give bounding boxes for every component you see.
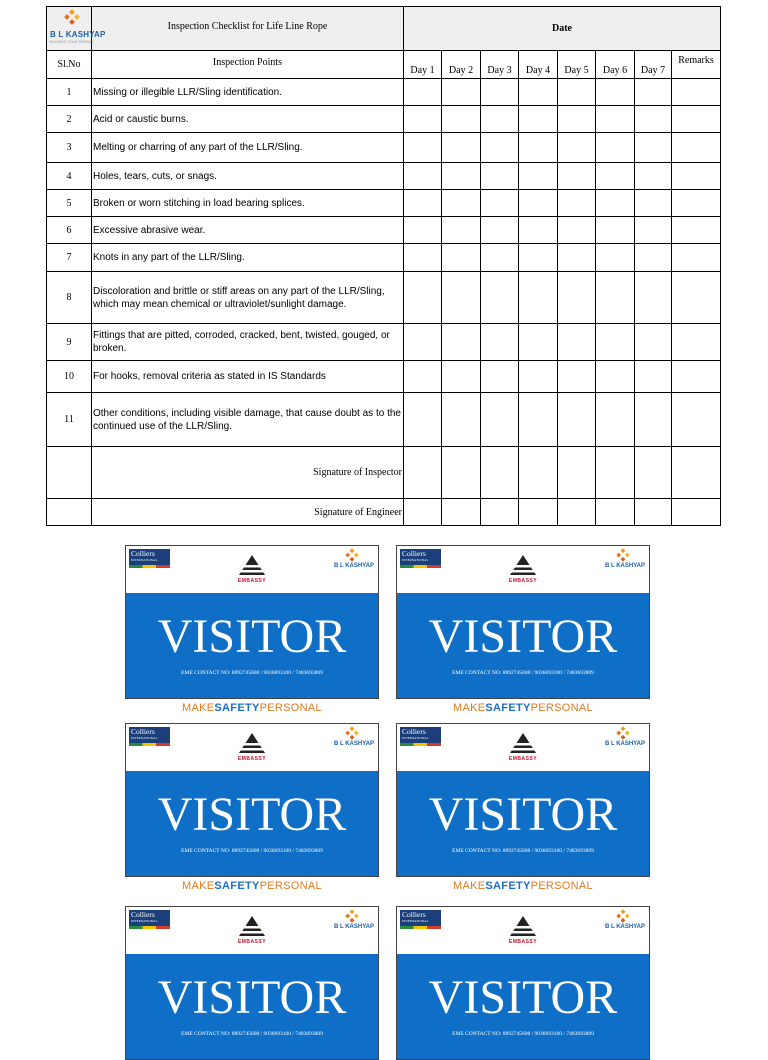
day-check-cell[interactable] (481, 244, 519, 272)
slogan-safety: SAFETY (485, 702, 531, 714)
signature-row-engineer (47, 499, 721, 526)
day-check-cell[interactable] (596, 244, 635, 272)
safety-slogan (125, 880, 379, 892)
slogan-personal: PERSONAL (259, 880, 322, 892)
slogan-make: MAKE (453, 702, 486, 714)
embassy-text: EMBASSY (508, 756, 538, 762)
signature-cell[interactable] (481, 499, 519, 526)
company-logo (47, 7, 106, 51)
day-check-cell[interactable] (596, 272, 635, 324)
inspection-point: Knots in any part of the LLR/Sling. (92, 244, 404, 272)
slogan-personal: PERSONAL (259, 702, 322, 714)
day-check-cell[interactable] (404, 163, 442, 190)
day-check-cell[interactable] (635, 244, 672, 272)
day-check-cell[interactable] (635, 272, 672, 324)
visitor-card (396, 723, 650, 877)
emergency-contact: EME CONTACT NO: 8892745608 / 9036693100 / 7483693809 (181, 1031, 323, 1037)
blk-logo-text: B L KASHYAP (333, 924, 374, 930)
safety-slogan (396, 880, 650, 892)
table-row (47, 79, 721, 106)
signature-cell[interactable] (442, 499, 481, 526)
day-check-cell[interactable] (442, 244, 481, 272)
day-check-cell[interactable] (635, 133, 672, 163)
signature-blank (47, 499, 92, 526)
signature-cell[interactable] (519, 447, 558, 499)
colliers-stripe (129, 743, 170, 746)
embassy-logo (503, 733, 543, 765)
visitor-label: VISITOR (157, 788, 347, 841)
day-check-cell[interactable] (481, 217, 519, 244)
embassy-triangle-icon (510, 916, 536, 938)
row-number: 3 (47, 133, 92, 163)
day-check-cell[interactable] (519, 133, 558, 163)
slogan-personal: PERSONAL (530, 702, 593, 714)
day-check-cell[interactable] (404, 361, 442, 393)
remarks-cell[interactable] (672, 133, 721, 163)
logo-text: B L KASHYAP (50, 30, 106, 39)
day-check-cell[interactable] (404, 393, 442, 447)
day-check-cell[interactable] (558, 324, 596, 361)
day-check-cell[interactable] (404, 79, 442, 106)
signature-cell[interactable] (558, 447, 596, 499)
day-check-cell[interactable] (442, 79, 481, 106)
embassy-text: EMBASSY (508, 939, 538, 945)
day-check-cell[interactable] (596, 217, 635, 244)
embassy-logo (232, 555, 272, 587)
day-check-cell[interactable] (558, 272, 596, 324)
day-7-header: Day 7 (635, 51, 672, 79)
blk-diamond-logo-icon (617, 727, 629, 739)
signature-cell[interactable] (635, 447, 672, 499)
day-check-cell[interactable] (596, 106, 635, 133)
embassy-logo (232, 733, 272, 765)
remarks-header: Remarks (672, 51, 721, 79)
safety-slogan (125, 702, 379, 714)
embassy-triangle-icon (239, 916, 265, 938)
day-check-cell[interactable] (635, 217, 672, 244)
day-check-cell[interactable] (519, 361, 558, 393)
day-check-cell[interactable] (404, 133, 442, 163)
day-check-cell[interactable] (481, 133, 519, 163)
inspection-points-header: Inspection Points (92, 51, 404, 79)
emergency-contact: EME CONTACT NO: 8892745608 / 9036693100 / 7483693809 (181, 848, 323, 854)
day-check-cell[interactable] (442, 361, 481, 393)
colliers-sub: INTERNATIONAL (131, 919, 158, 923)
inspection-point: Other conditions, including visible damage, that cause doubt as to the continued use of the LLR/Sling. (92, 393, 404, 447)
row-number: 8 (47, 272, 92, 324)
day-check-cell[interactable] (442, 272, 481, 324)
day-check-cell[interactable] (596, 79, 635, 106)
day-check-cell[interactable] (404, 324, 442, 361)
visitor-label: VISITOR (157, 610, 347, 663)
row-number: 6 (47, 217, 92, 244)
colliers-name: Colliers (402, 549, 426, 558)
table-row (47, 324, 721, 361)
colliers-name: Colliers (131, 549, 155, 558)
inspection-checklist-table (46, 6, 721, 526)
day-check-cell[interactable] (481, 272, 519, 324)
day-check-cell[interactable] (519, 244, 558, 272)
remarks-cell[interactable] (672, 79, 721, 106)
checklist-title: Inspection Checklist for Life Line Rope (92, 7, 404, 51)
day-check-cell[interactable] (558, 106, 596, 133)
blk-diamond-logo-icon (65, 10, 79, 24)
inspection-point: Fittings that are pitted, corroded, cracked, bent, twisted, gouged, or broken. (92, 324, 404, 361)
table-row (47, 106, 721, 133)
remarks-cell[interactable] (672, 190, 721, 217)
blk-diamond-logo-icon (346, 727, 358, 739)
day-check-cell[interactable] (596, 190, 635, 217)
day-check-cell[interactable] (442, 324, 481, 361)
day-check-cell[interactable] (596, 163, 635, 190)
colliers-stripe (129, 565, 170, 568)
remarks-cell[interactable] (672, 393, 721, 447)
visitor-label: VISITOR (428, 971, 618, 1024)
slogan-make: MAKE (182, 702, 215, 714)
inspection-point: Discoloration and brittle or stiff areas on any part of the LLR/Sling, which may mean chemical or ultraviolet/sunlight damage. (92, 272, 404, 324)
emergency-contact: EME CONTACT NO: 8892745608 / 9036693100 / 7483693809 (452, 848, 594, 854)
day-check-cell[interactable] (442, 217, 481, 244)
day-check-cell[interactable] (404, 217, 442, 244)
colliers-name: Colliers (402, 910, 426, 919)
inspection-point: Broken or worn stitching in load bearing splices. (92, 190, 404, 217)
embassy-logo (503, 916, 543, 948)
remarks-cell[interactable] (672, 272, 721, 324)
day-check-cell[interactable] (635, 163, 672, 190)
blk-logo-text: B L KASHYAP (333, 563, 374, 569)
colliers-stripe (400, 926, 441, 929)
colliers-name: Colliers (402, 727, 426, 736)
embassy-triangle-icon (239, 733, 265, 755)
day-check-cell[interactable] (558, 393, 596, 447)
day-check-cell[interactable] (481, 79, 519, 106)
day-check-cell[interactable] (558, 244, 596, 272)
day-check-cell[interactable] (635, 393, 672, 447)
safety-slogan (396, 702, 650, 714)
remarks-cell[interactable] (672, 163, 721, 190)
signature-cell[interactable] (672, 499, 721, 526)
day-check-cell[interactable] (404, 272, 442, 324)
slogan-safety: SAFETY (485, 880, 531, 892)
day-check-cell[interactable] (519, 393, 558, 447)
embassy-triangle-icon (510, 555, 536, 577)
inspection-point: Excessive abrasive wear. (92, 217, 404, 244)
table-row (47, 133, 721, 163)
embassy-logo (232, 916, 272, 948)
blk-diamond-logo-icon (617, 549, 629, 561)
colliers-logo (129, 727, 170, 743)
visitor-card (396, 906, 650, 1060)
day-check-cell[interactable] (481, 190, 519, 217)
colliers-logo (400, 727, 441, 743)
day-3-header: Day 3 (481, 51, 519, 79)
colliers-stripe (129, 926, 170, 929)
colliers-logo (400, 910, 441, 926)
signature-cell[interactable] (558, 499, 596, 526)
day-check-cell[interactable] (558, 190, 596, 217)
day-check-cell[interactable] (558, 79, 596, 106)
visitor-card (396, 545, 650, 699)
day-2-header: Day 2 (442, 51, 481, 79)
visitor-card (125, 723, 379, 877)
day-check-cell[interactable] (519, 324, 558, 361)
row-number: 2 (47, 106, 92, 133)
row-number: 10 (47, 361, 92, 393)
embassy-text: EMBASSY (237, 939, 267, 945)
row-number: 9 (47, 324, 92, 361)
blk-diamond-logo-icon (346, 910, 358, 922)
day-check-cell[interactable] (596, 324, 635, 361)
visitor-label: VISITOR (157, 971, 347, 1024)
day-check-cell[interactable] (481, 163, 519, 190)
day-check-cell[interactable] (519, 79, 558, 106)
day-check-cell[interactable] (442, 133, 481, 163)
row-number: 11 (47, 393, 92, 447)
colliers-logo (400, 549, 441, 565)
blk-logo-text: B L KASHYAP (604, 563, 645, 569)
slogan-safety: SAFETY (214, 702, 260, 714)
colliers-sub: INTERNATIONAL (131, 736, 158, 740)
blk-diamond-logo-icon (346, 549, 358, 561)
embassy-triangle-icon (239, 555, 265, 577)
inspection-point: Missing or illegible LLR/Sling identification. (92, 79, 404, 106)
day-check-cell[interactable] (558, 133, 596, 163)
table-row (47, 217, 721, 244)
day-check-cell[interactable] (596, 133, 635, 163)
emergency-contact: EME CONTACT NO: 8892745608 / 9036693100 / 7483693809 (452, 1031, 594, 1037)
day-5-header: Day 5 (558, 51, 596, 79)
day-check-cell[interactable] (519, 190, 558, 217)
signature-inspector-label: Signature of Inspector (92, 447, 404, 499)
emergency-contact: EME CONTACT NO: 8892745608 / 9036693100 / 7483693809 (181, 670, 323, 676)
embassy-triangle-icon (510, 733, 536, 755)
colliers-stripe (400, 743, 441, 746)
colliers-sub: INTERNATIONAL (131, 558, 158, 562)
day-check-cell[interactable] (481, 324, 519, 361)
day-check-cell[interactable] (519, 163, 558, 190)
inspection-point: Melting or charring of any part of the LLR/Sling. (92, 133, 404, 163)
colliers-logo (129, 910, 170, 926)
day-check-cell[interactable] (558, 361, 596, 393)
table-row (47, 272, 721, 324)
embassy-text: EMBASSY (237, 578, 267, 584)
colliers-sub: INTERNATIONAL (402, 558, 429, 562)
logo-tagline: BUILDING YOUR DREAMS (50, 40, 94, 44)
signature-cell[interactable] (635, 499, 672, 526)
day-check-cell[interactable] (596, 361, 635, 393)
day-check-cell[interactable] (404, 190, 442, 217)
table-row (47, 163, 721, 190)
visitor-label: VISITOR (428, 610, 618, 663)
embassy-text: EMBASSY (508, 578, 538, 584)
table-row (47, 244, 721, 272)
signature-row-inspector (47, 447, 721, 499)
colliers-stripe (400, 565, 441, 568)
day-check-cell[interactable] (442, 106, 481, 133)
date-header: Date (404, 7, 721, 51)
day-check-cell[interactable] (558, 217, 596, 244)
day-1-header: Day 1 (404, 51, 442, 79)
embassy-logo (503, 555, 543, 587)
visitor-card (125, 545, 379, 699)
remarks-cell[interactable] (672, 324, 721, 361)
day-check-cell[interactable] (442, 393, 481, 447)
day-check-cell[interactable] (635, 79, 672, 106)
day-check-cell[interactable] (481, 361, 519, 393)
day-check-cell[interactable] (404, 106, 442, 133)
sno-header: Sl.No (47, 51, 92, 79)
day-4-header: Day 4 (519, 51, 558, 79)
inspection-point: Acid or caustic burns. (92, 106, 404, 133)
day-check-cell[interactable] (442, 190, 481, 217)
signature-cell[interactable] (519, 499, 558, 526)
day-check-cell[interactable] (481, 393, 519, 447)
day-check-cell[interactable] (442, 163, 481, 190)
row-number: 4 (47, 163, 92, 190)
day-check-cell[interactable] (635, 361, 672, 393)
remarks-cell[interactable] (672, 106, 721, 133)
signature-cell[interactable] (442, 447, 481, 499)
day-check-cell[interactable] (558, 163, 596, 190)
remarks-cell[interactable] (672, 244, 721, 272)
signature-cell[interactable] (596, 499, 635, 526)
remarks-cell[interactable] (672, 217, 721, 244)
day-check-cell[interactable] (519, 217, 558, 244)
blk-logo-text: B L KASHYAP (333, 741, 374, 747)
day-check-cell[interactable] (519, 272, 558, 324)
day-check-cell[interactable] (635, 190, 672, 217)
blk-diamond-logo-icon (617, 910, 629, 922)
remarks-cell[interactable] (672, 361, 721, 393)
table-row (47, 190, 721, 217)
slogan-make: MAKE (182, 880, 215, 892)
day-check-cell[interactable] (596, 393, 635, 447)
day-check-cell[interactable] (635, 324, 672, 361)
embassy-text: EMBASSY (237, 756, 267, 762)
slogan-safety: SAFETY (214, 880, 260, 892)
visitor-label: VISITOR (428, 788, 618, 841)
signature-blank (47, 447, 92, 499)
signature-cell[interactable] (404, 447, 442, 499)
signature-cell[interactable] (404, 499, 442, 526)
signature-cell[interactable] (481, 447, 519, 499)
colliers-name: Colliers (131, 727, 155, 736)
day-check-cell[interactable] (519, 106, 558, 133)
colliers-sub: INTERNATIONAL (402, 919, 429, 923)
day-check-cell[interactable] (404, 244, 442, 272)
signature-cell[interactable] (672, 447, 721, 499)
day-6-header: Day 6 (596, 51, 635, 79)
blk-logo-text: B L KASHYAP (604, 924, 645, 930)
row-number: 7 (47, 244, 92, 272)
colliers-name: Colliers (131, 910, 155, 919)
day-check-cell[interactable] (635, 106, 672, 133)
visitor-card (125, 906, 379, 1060)
colliers-logo (129, 549, 170, 565)
row-number: 5 (47, 190, 92, 217)
colliers-sub: INTERNATIONAL (402, 736, 429, 740)
inspection-point: Holes, tears, cuts, or snags. (92, 163, 404, 190)
slogan-make: MAKE (453, 880, 486, 892)
emergency-contact: EME CONTACT NO: 8892745608 / 9036693100 / 7483693809 (452, 670, 594, 676)
inspection-point: For hooks, removal criteria as stated in IS Standards (92, 361, 404, 393)
table-row (47, 393, 721, 447)
signature-engineer-label: Signature of Engineer (92, 499, 404, 526)
signature-cell[interactable] (596, 447, 635, 499)
day-check-cell[interactable] (481, 106, 519, 133)
row-number: 1 (47, 79, 92, 106)
table-row (47, 361, 721, 393)
slogan-personal: PERSONAL (530, 880, 593, 892)
blk-logo-text: B L KASHYAP (604, 741, 645, 747)
